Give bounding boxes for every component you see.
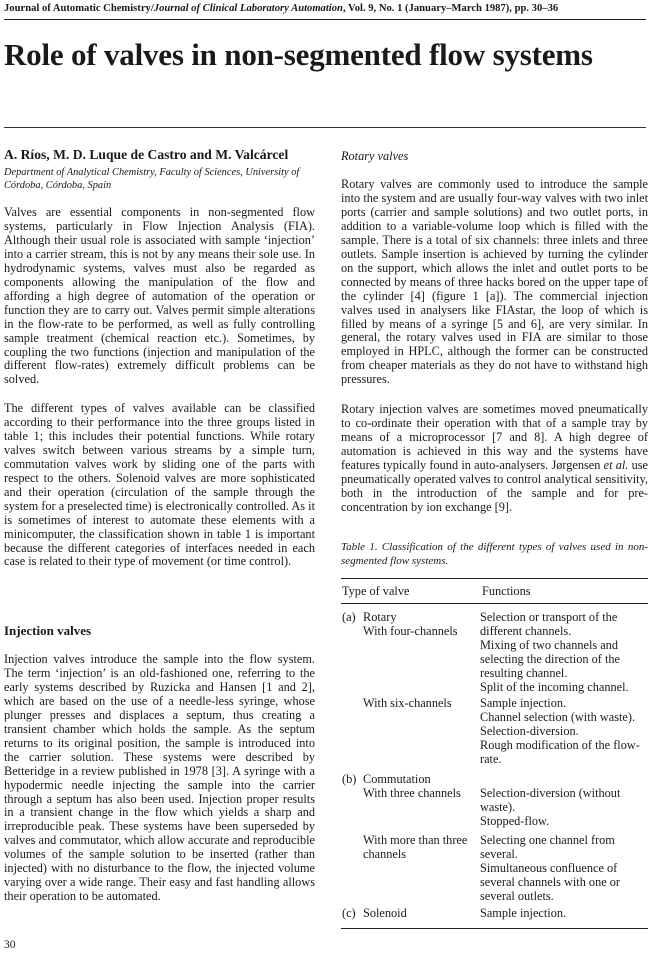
table-header-rule	[341, 603, 648, 604]
table-top-rule	[341, 578, 648, 579]
running-header	[4, 3, 646, 14]
section-heading-injection-valves: Injection valves	[4, 623, 92, 638]
page-number: 30	[4, 939, 16, 951]
table-row-type: With six-channels	[363, 696, 452, 710]
subsection-heading-rotary-valves: Rotary valves	[341, 149, 409, 163]
table-row-label: (c)	[342, 906, 356, 920]
intro-paragraph-1: Valves are essential components in non-segmented flow systems, particularly in Flow Injection Analysis (FIA). Although their usual role is associated with sample ‘injection’ into a carrier stream, this is not by any means their sole use. In hydrodynamic systems, valves must also be regarded as components allowing the manipulation of the flow and affording a high degree of automation of the operation or function they are to carry out. Valves permit simple alterations in the flow-rate to be performed, as well as fully controlling sample treatment (chemical reaction etc.). Sometimes, by coupling the two functions (injection and manipulation of the different flow-rates) extremely difficult problems can be solved.	[4, 205, 315, 387]
header-rule	[4, 19, 646, 20]
et-al: et al.	[603, 457, 629, 472]
table-row-label: (b)	[342, 772, 357, 786]
intro-paragraph-2: The different types of valves available can be classified according to their performance into the three groups listed in table 1; this includes their potential functions. While rotary valves switch between various streams by a simple turn, commutation valves work by sliding one of the parts with respect to the others. Solenoid valves are more sophisticated and their operation (circulation of the sample through the system for a preselected time) is electronically controlled. As it is sometimes of interest to automate these elements with a minicomputer, the classification shown in table 1 is important because the different categories of interfaces needed in each case is related to their type of movement (or time control).	[4, 401, 315, 569]
table-row-type: Solenoid	[363, 906, 407, 920]
table-row-functions: Sample injection. Channel selection (with waste). Selection-diversion. Rough modification of the flow-rate.	[480, 696, 640, 766]
author-list: A. Ríos, M. D. Luque de Castro and M. Valcárcel	[4, 147, 289, 162]
rotary-paragraph-2	[341, 403, 648, 515]
journal-name: Journal of Automatic Chemistry/	[4, 3, 154, 14]
rotary-paragraph-2-part-a: Rotary injection valves are sometimes moved pneumatically to co-ordinate their operation with that of a sample tray by means of a microprocessor [7 and 8]. A high degree of automation is achieved in this way and the systems have features typically found in auto-analysers. Jørgensen	[341, 402, 648, 472]
table-row-type: Rotary With four-channels	[363, 610, 458, 638]
table-caption: Table 1. Classification of the different types of valves used in non-segmented flow systems.	[341, 541, 648, 567]
table-header-functions: Functions	[482, 584, 531, 598]
table-row-functions: Selection-diversion (without waste). Stopped-flow.	[480, 785, 621, 828]
rotary-paragraph-2-part-b: use pneumatically operated valves to control analytical sensitivity, both in the introduction of the sample and for pre-concentration by ion exchange [9].	[341, 457, 648, 514]
table-row-functions: Selection or transport of the different channels. Mixing of two channels and selecting the direction of the resulting channel. Split of the incoming channel.	[480, 610, 629, 694]
table-header-type: Type of valve	[342, 584, 410, 598]
table-row-functions: Selecting one channel from several. Simultaneous confluence of several channels with one or several outlets.	[480, 833, 620, 903]
title-rule	[4, 127, 646, 128]
issue-info: , Vol. 9, No. 1 (January–March 1987), pp. 30–36	[342, 3, 559, 14]
table-row-label: (a)	[342, 610, 356, 624]
table-row-functions: Sample injection.	[480, 906, 567, 920]
table-bottom-rule	[341, 928, 648, 929]
journal-secondary-name: Journal of Clinical Laboratory Automation	[153, 3, 343, 14]
affiliation: Department of Analytical Chemistry, Faculty of Sciences, University of Córdoba, Córdoba, Spain	[4, 167, 300, 191]
article-title: Role of valves in non-segmented flow systems	[4, 37, 593, 72]
table-row-type: Commutation With three channels	[363, 772, 461, 800]
rotary-paragraph-1: Rotary valves are commonly used to introduce the sample into the system and are usually four-way valves with two inlet ports (carrier and sample solutions) and two outlet ports, in addition to a variable-volume loop which is filled with the sample. There is a total of six channels: three inlets and three outlets. Sample insertion is achieved by turning the cylinder on the support, which allows the inlet and outlet ports to be connected by means of three hacks bored on the upper tape of the cylinder [4] (figure 1 [a]). The commercial injection valves used in analysers like FIAstar, the loop of which is filled by means of a syringe [5 and 6], are very similar. In general, the rotary valves used in FIA are similar to those employed in HPLC, although the former can be constructed from cheaper materials as they do not have to withstand high pressures.	[341, 177, 648, 387]
table-row-type: With more than three channels	[363, 833, 468, 861]
injection-paragraph: Injection valves introduce the sample into the flow system. The term ‘injection’ is an old-fashioned one, referring to the early systems described by Ruzicka and Hansen [1 and 2], which are based on the use of a needle-less syringe, whose plunger presses and displaces a septum, thus creating a transient chamber which holds the sample. As the septum returns to its original position, the sample is introduced into the carrier solution. These systems were described by Betteridge in a review published in 1978 [3]. A syringe with a hypodermic needle injecting the sample into the carrier through a septum has also been used. Injection proper results in a transient change in the flow which yields a sharp and irreproducible peak. These systems have been superseded by valves and commutator, which allow accurate and reproducible volumes of the sample solution to be inserted (rather than injected) with no disturbance to the flow, the injected volume varying over a wide range. Their easy and fast handling allows their operation to be automated.	[4, 652, 315, 904]
